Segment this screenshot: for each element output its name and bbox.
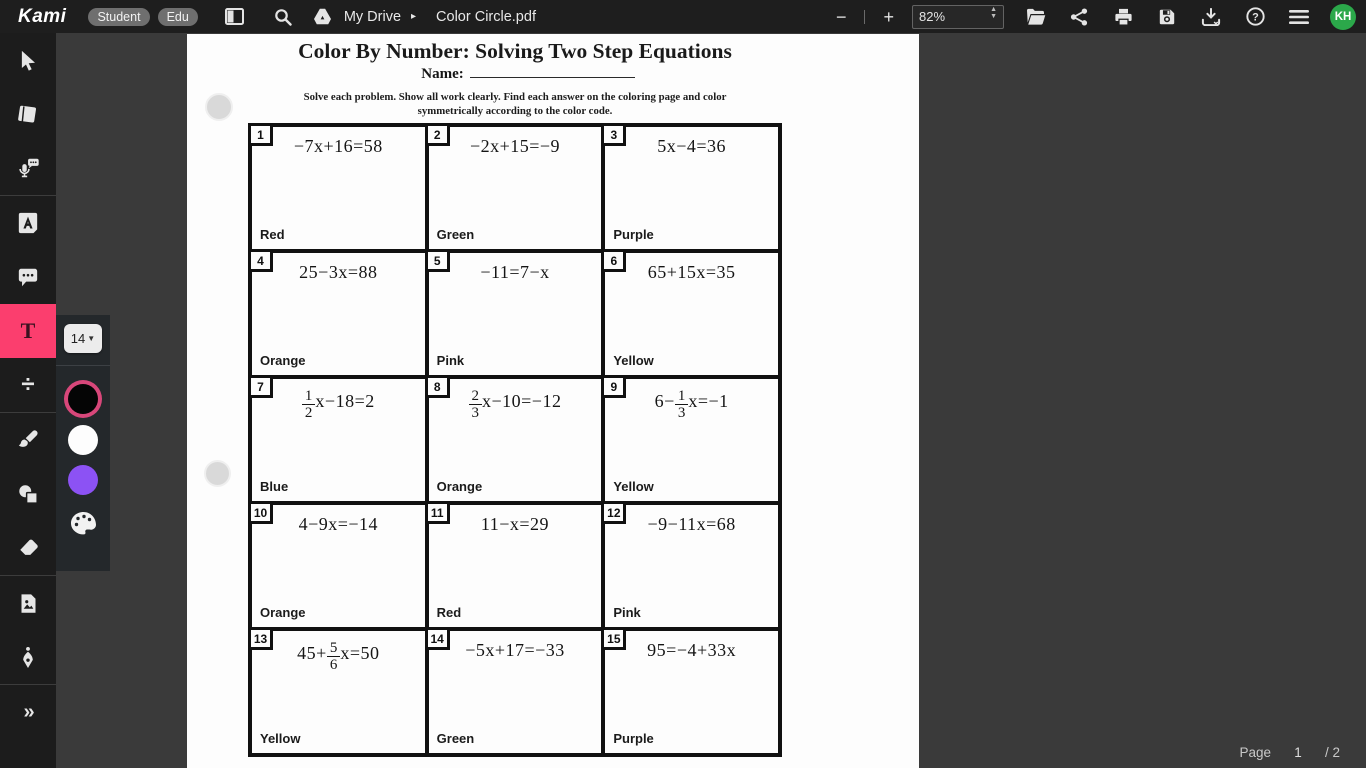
- problem-cell: [252, 253, 429, 379]
- problem-color-label: Green: [436, 227, 475, 242]
- document-title[interactable]: Color Circle.pdf: [436, 8, 536, 25]
- problem-cell: [252, 631, 429, 757]
- annotation-anchor[interactable]: [205, 93, 233, 121]
- problem-equation: −2x+15=−9: [469, 136, 561, 156]
- chevron-down-icon: ▼: [87, 334, 96, 343]
- name-underline: [470, 77, 635, 78]
- problem-number: 8: [425, 375, 450, 398]
- problem-cell: [605, 631, 782, 757]
- problem-equation: −5x+17=−33: [465, 640, 565, 660]
- problem-number: 7: [248, 375, 273, 398]
- problem-number: 2: [425, 123, 450, 146]
- problem-equation: 6− $\frac{1}{3}$ x=−1: [654, 388, 729, 422]
- select-tool[interactable]: [0, 33, 56, 87]
- text-tool-glyph: T: [20, 318, 36, 343]
- problem-cell: [252, 379, 429, 505]
- name-line: [187, 66, 894, 83]
- text-tool-options-panel: [56, 315, 110, 571]
- problem-number: 10: [248, 501, 273, 524]
- toolbar-divider: [864, 10, 865, 24]
- problem-number: 1: [248, 123, 273, 146]
- zoom-level-select[interactable]: [912, 5, 1004, 29]
- open-file-icon[interactable]: [1022, 4, 1048, 30]
- expand-tools[interactable]: [0, 685, 56, 739]
- problem-equation: 5x−4=36: [657, 136, 727, 156]
- page-label: Page: [1239, 745, 1271, 760]
- top-toolbar: [0, 0, 1366, 33]
- problem-color-label: Pink: [613, 605, 641, 620]
- fraction: $\frac{2}{3}$: [469, 388, 483, 421]
- help-icon[interactable]: [1242, 4, 1268, 30]
- sidebar-toggle-icon[interactable]: [222, 4, 248, 30]
- instructions-line1: Solve each problem. Show all work clearly. Find each answer on the coloring page and color: [303, 91, 727, 103]
- font-size-select[interactable]: [64, 324, 102, 353]
- divide-icon: ÷: [21, 371, 35, 398]
- svg-text:?: ?: [1251, 11, 1259, 24]
- problem-cell: [429, 253, 606, 379]
- problem-cell: [605, 127, 782, 253]
- problem-color-label: Green: [436, 731, 475, 746]
- dictionary-tool[interactable]: [0, 87, 56, 141]
- text-tool[interactable]: [0, 304, 56, 358]
- insert-image-tool[interactable]: [0, 576, 56, 630]
- signature-tool[interactable]: [0, 630, 56, 684]
- problem-cell: [605, 253, 782, 379]
- problem-number: 6: [601, 249, 626, 272]
- double-chevron-right-icon: »: [23, 700, 33, 723]
- color-swatch-black[interactable]: [68, 384, 98, 414]
- comment-tool[interactable]: [0, 250, 56, 304]
- problem-equation: 95=−4+33x: [647, 640, 737, 660]
- font-size-value: 14: [70, 331, 86, 346]
- problem-equation: 25−3x=88: [299, 262, 378, 282]
- equation-tool[interactable]: [0, 358, 56, 412]
- page-total: / 2: [1324, 745, 1340, 760]
- problem-cell: [252, 505, 429, 631]
- print-icon[interactable]: [1110, 4, 1136, 30]
- problem-equation: $\frac{1}{2}$ x−18=2: [252, 379, 425, 421]
- problem-equation: −9−11x=68: [647, 514, 736, 534]
- problem-grid: [248, 123, 782, 757]
- zoom-out-button[interactable]: −: [835, 6, 847, 27]
- problem-number: 3: [601, 123, 626, 146]
- problem-color-label: Pink: [436, 353, 465, 368]
- problem-equation: 45+ $\frac{5}{6}$ x=50: [297, 640, 380, 674]
- problem-number: 15: [601, 627, 626, 650]
- share-icon[interactable]: [1066, 4, 1092, 30]
- zoom-in-button[interactable]: +: [883, 6, 894, 27]
- voice-annotation-tool[interactable]: [0, 141, 56, 195]
- tool-sidebar: [0, 33, 56, 768]
- edu-badge: Edu: [158, 8, 198, 26]
- problem-number: 14: [425, 627, 450, 650]
- problem-cell: [429, 127, 606, 253]
- color-palette-icon[interactable]: [70, 511, 97, 541]
- problem-color-label: Orange: [260, 353, 306, 368]
- worksheet-title: Color By Number: Solving Two Step Equations: [298, 39, 732, 63]
- zoom-select-spinner-icon: ▲ ▼: [990, 5, 997, 20]
- problem-cell: [605, 505, 782, 631]
- problem-cell: [429, 379, 606, 505]
- document-canvas: [56, 33, 1366, 768]
- problem-number: 9: [601, 375, 626, 398]
- color-swatch-purple[interactable]: [68, 465, 98, 495]
- problem-color-label: Yellow: [613, 479, 654, 494]
- instructions: [187, 90, 881, 118]
- search-icon[interactable]: [270, 4, 296, 30]
- problem-color-label: Blue: [260, 479, 289, 494]
- problem-cell: [252, 127, 429, 253]
- problem-color-label: Orange: [260, 605, 306, 620]
- problem-equation: −7x+16=58: [293, 136, 383, 156]
- panel-divider: [56, 365, 110, 366]
- student-badge: Student: [88, 8, 149, 26]
- problem-color-label: Purple: [613, 227, 654, 242]
- problem-number: 5: [425, 249, 450, 272]
- fraction: $\frac{5}{6}$: [327, 640, 341, 673]
- problem-color-label: Red: [436, 605, 462, 620]
- instructions-line2: symmetrically according to the color code.: [417, 105, 613, 118]
- pdf-page: [187, 34, 919, 768]
- problem-cell: [429, 631, 606, 757]
- problem-equation: 4−9x=−14: [298, 514, 379, 534]
- problem-cell: [605, 379, 782, 505]
- problem-color-label: Yellow: [260, 731, 301, 746]
- fraction: $\frac{1}{3}$: [675, 388, 689, 421]
- page-number-input[interactable]: 1: [1294, 745, 1302, 760]
- problem-color-label: Red: [260, 227, 285, 242]
- zoom-level-value: 82%: [919, 9, 946, 24]
- download-icon[interactable]: [1198, 4, 1224, 30]
- name-label: Name:: [421, 66, 464, 82]
- page-indicator: [1239, 745, 1340, 760]
- breadcrumb[interactable]: My Drive: [343, 8, 402, 25]
- problem-color-label: Yellow: [613, 353, 654, 368]
- problem-equation: $\frac{2}{3}$ x−10=−12: [429, 379, 602, 421]
- breadcrumb-caret-icon: ▸: [411, 11, 417, 22]
- shapes-tool[interactable]: [0, 467, 56, 521]
- problem-equation: 11−x=29: [480, 514, 550, 534]
- menu-icon[interactable]: [1286, 4, 1312, 30]
- annotation-anchor[interactable]: [204, 460, 231, 487]
- problem-equation: 65+15x=35: [647, 262, 736, 282]
- problem-equation: −11=7−x: [480, 262, 550, 282]
- problem-cell: [429, 505, 606, 631]
- problem-color-label: Purple: [613, 731, 654, 746]
- text-markup-tool[interactable]: [0, 196, 56, 250]
- color-swatch-white[interactable]: [68, 425, 98, 455]
- fraction: $\frac{1}{2}$: [302, 388, 316, 421]
- kami-logo: Kami: [18, 5, 67, 27]
- problem-color-label: Orange: [436, 479, 483, 494]
- google-drive-icon: [310, 4, 336, 30]
- problem-number: 11: [425, 501, 450, 524]
- problem-number: 13: [248, 627, 273, 650]
- problem-number: 12: [601, 501, 626, 524]
- eraser-tool[interactable]: [0, 521, 56, 575]
- avatar[interactable]: KH: [1330, 4, 1356, 30]
- problem-number: 4: [248, 249, 273, 272]
- drawing-tool[interactable]: [0, 413, 56, 467]
- save-icon[interactable]: [1154, 4, 1180, 30]
